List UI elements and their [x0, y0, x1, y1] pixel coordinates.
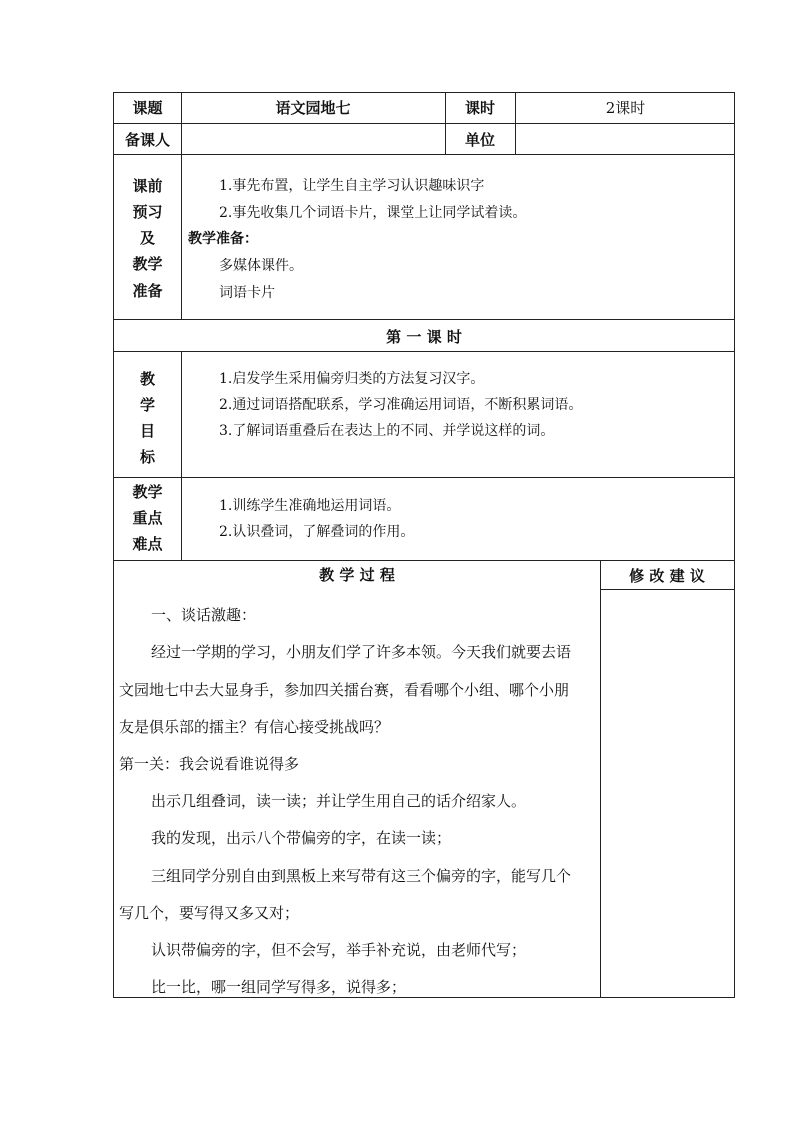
process-line: 我的发现，出示八个带偏旁的字，在读一读；	[151, 829, 452, 847]
revise-title: 修 改 建 议	[629, 567, 705, 585]
row-divider	[114, 477, 734, 478]
unit-label: 单位	[464, 131, 495, 149]
process-line: 第一关：我会说看谁说得多	[119, 755, 300, 773]
process-line: 友是俱乐部的擂主？有信心接受挑战吗？	[119, 718, 390, 736]
process-line: 三组同学分别自由到黑板上来写带有这三个偏旁的字，能写几个	[151, 867, 572, 885]
period-label: 课时	[464, 99, 495, 117]
process-line: 经过一学期的学习，小朋友们学了许多本领。今天我们就要去语	[151, 643, 572, 661]
lesson-title: 第 一 课 时	[386, 328, 462, 346]
goal-item: 1.启发学生采用偏旁归类的方法复习汉字。	[219, 371, 485, 387]
prep-label: 及	[139, 229, 155, 247]
row-divider	[114, 351, 734, 352]
process-line: 一、谈话激趣：	[151, 606, 257, 624]
goal-item: 2.通过词语搭配联系，学习准确运用词语，不断积累词语。	[219, 397, 583, 413]
keypoints-label: 重点	[132, 509, 163, 527]
prep-label: 教学	[132, 255, 163, 273]
process-line: 比一比，哪一组同学写得多，说得多；	[151, 978, 407, 996]
goals-label: 学	[139, 396, 155, 414]
lesson-plan-table	[113, 92, 735, 998]
keypoint-item: 2.认识叠词，了解叠词的作用。	[219, 524, 415, 540]
keypoints-label: 教学	[132, 483, 163, 501]
row-divider	[114, 154, 734, 155]
preparer-label: 备课人	[124, 131, 170, 149]
prep-label: 课前	[132, 177, 163, 195]
materials-item: 词语卡片	[219, 285, 275, 301]
col-divider	[600, 560, 601, 998]
materials-item: 多媒体课件。	[219, 258, 303, 274]
keypoints-label: 难点	[132, 535, 163, 553]
col-divider	[181, 154, 182, 319]
process-line: 认识带偏旁的字，但不会写，举手补充说，由老师代写；	[151, 941, 527, 959]
row-divider	[114, 123, 734, 124]
goals-label: 目	[139, 422, 155, 440]
row-divider	[114, 560, 734, 561]
process-line: 出示几组叠词，读一读；并让学生用自己的话介绍家人。	[151, 792, 527, 810]
prep-item: 1.事先布置，让学生自主学习认识趣味识字	[219, 178, 485, 194]
keypoint-item: 1.训练学生准确地运用词语。	[219, 498, 401, 514]
prep-item: 2.事先收集几个词语卡片，课堂上让同学试着读。	[219, 205, 527, 221]
row-divider	[600, 589, 734, 590]
process-line: 文园地七中去大显身手，参加四关擂台赛，看看哪个小组、哪个小朋	[119, 681, 570, 699]
goal-item: 3.了解词语重叠后在表达上的不同、并学说这样的词。	[219, 423, 555, 439]
process-line: 写几个，要写得又多又对；	[119, 904, 300, 922]
goals-label: 教	[139, 370, 155, 388]
goals-label: 标	[139, 448, 155, 466]
row-divider	[114, 319, 734, 320]
topic-label: 课题	[132, 99, 163, 117]
process-title: 教 学 过 程	[319, 566, 395, 584]
col-divider	[181, 351, 182, 560]
materials-title: 教学准备：	[188, 231, 258, 247]
topic-value: 语文园地七	[275, 99, 351, 117]
period-value: 2课时	[605, 99, 646, 117]
prep-label: 准备	[132, 282, 163, 300]
prep-label: 预习	[132, 203, 163, 221]
